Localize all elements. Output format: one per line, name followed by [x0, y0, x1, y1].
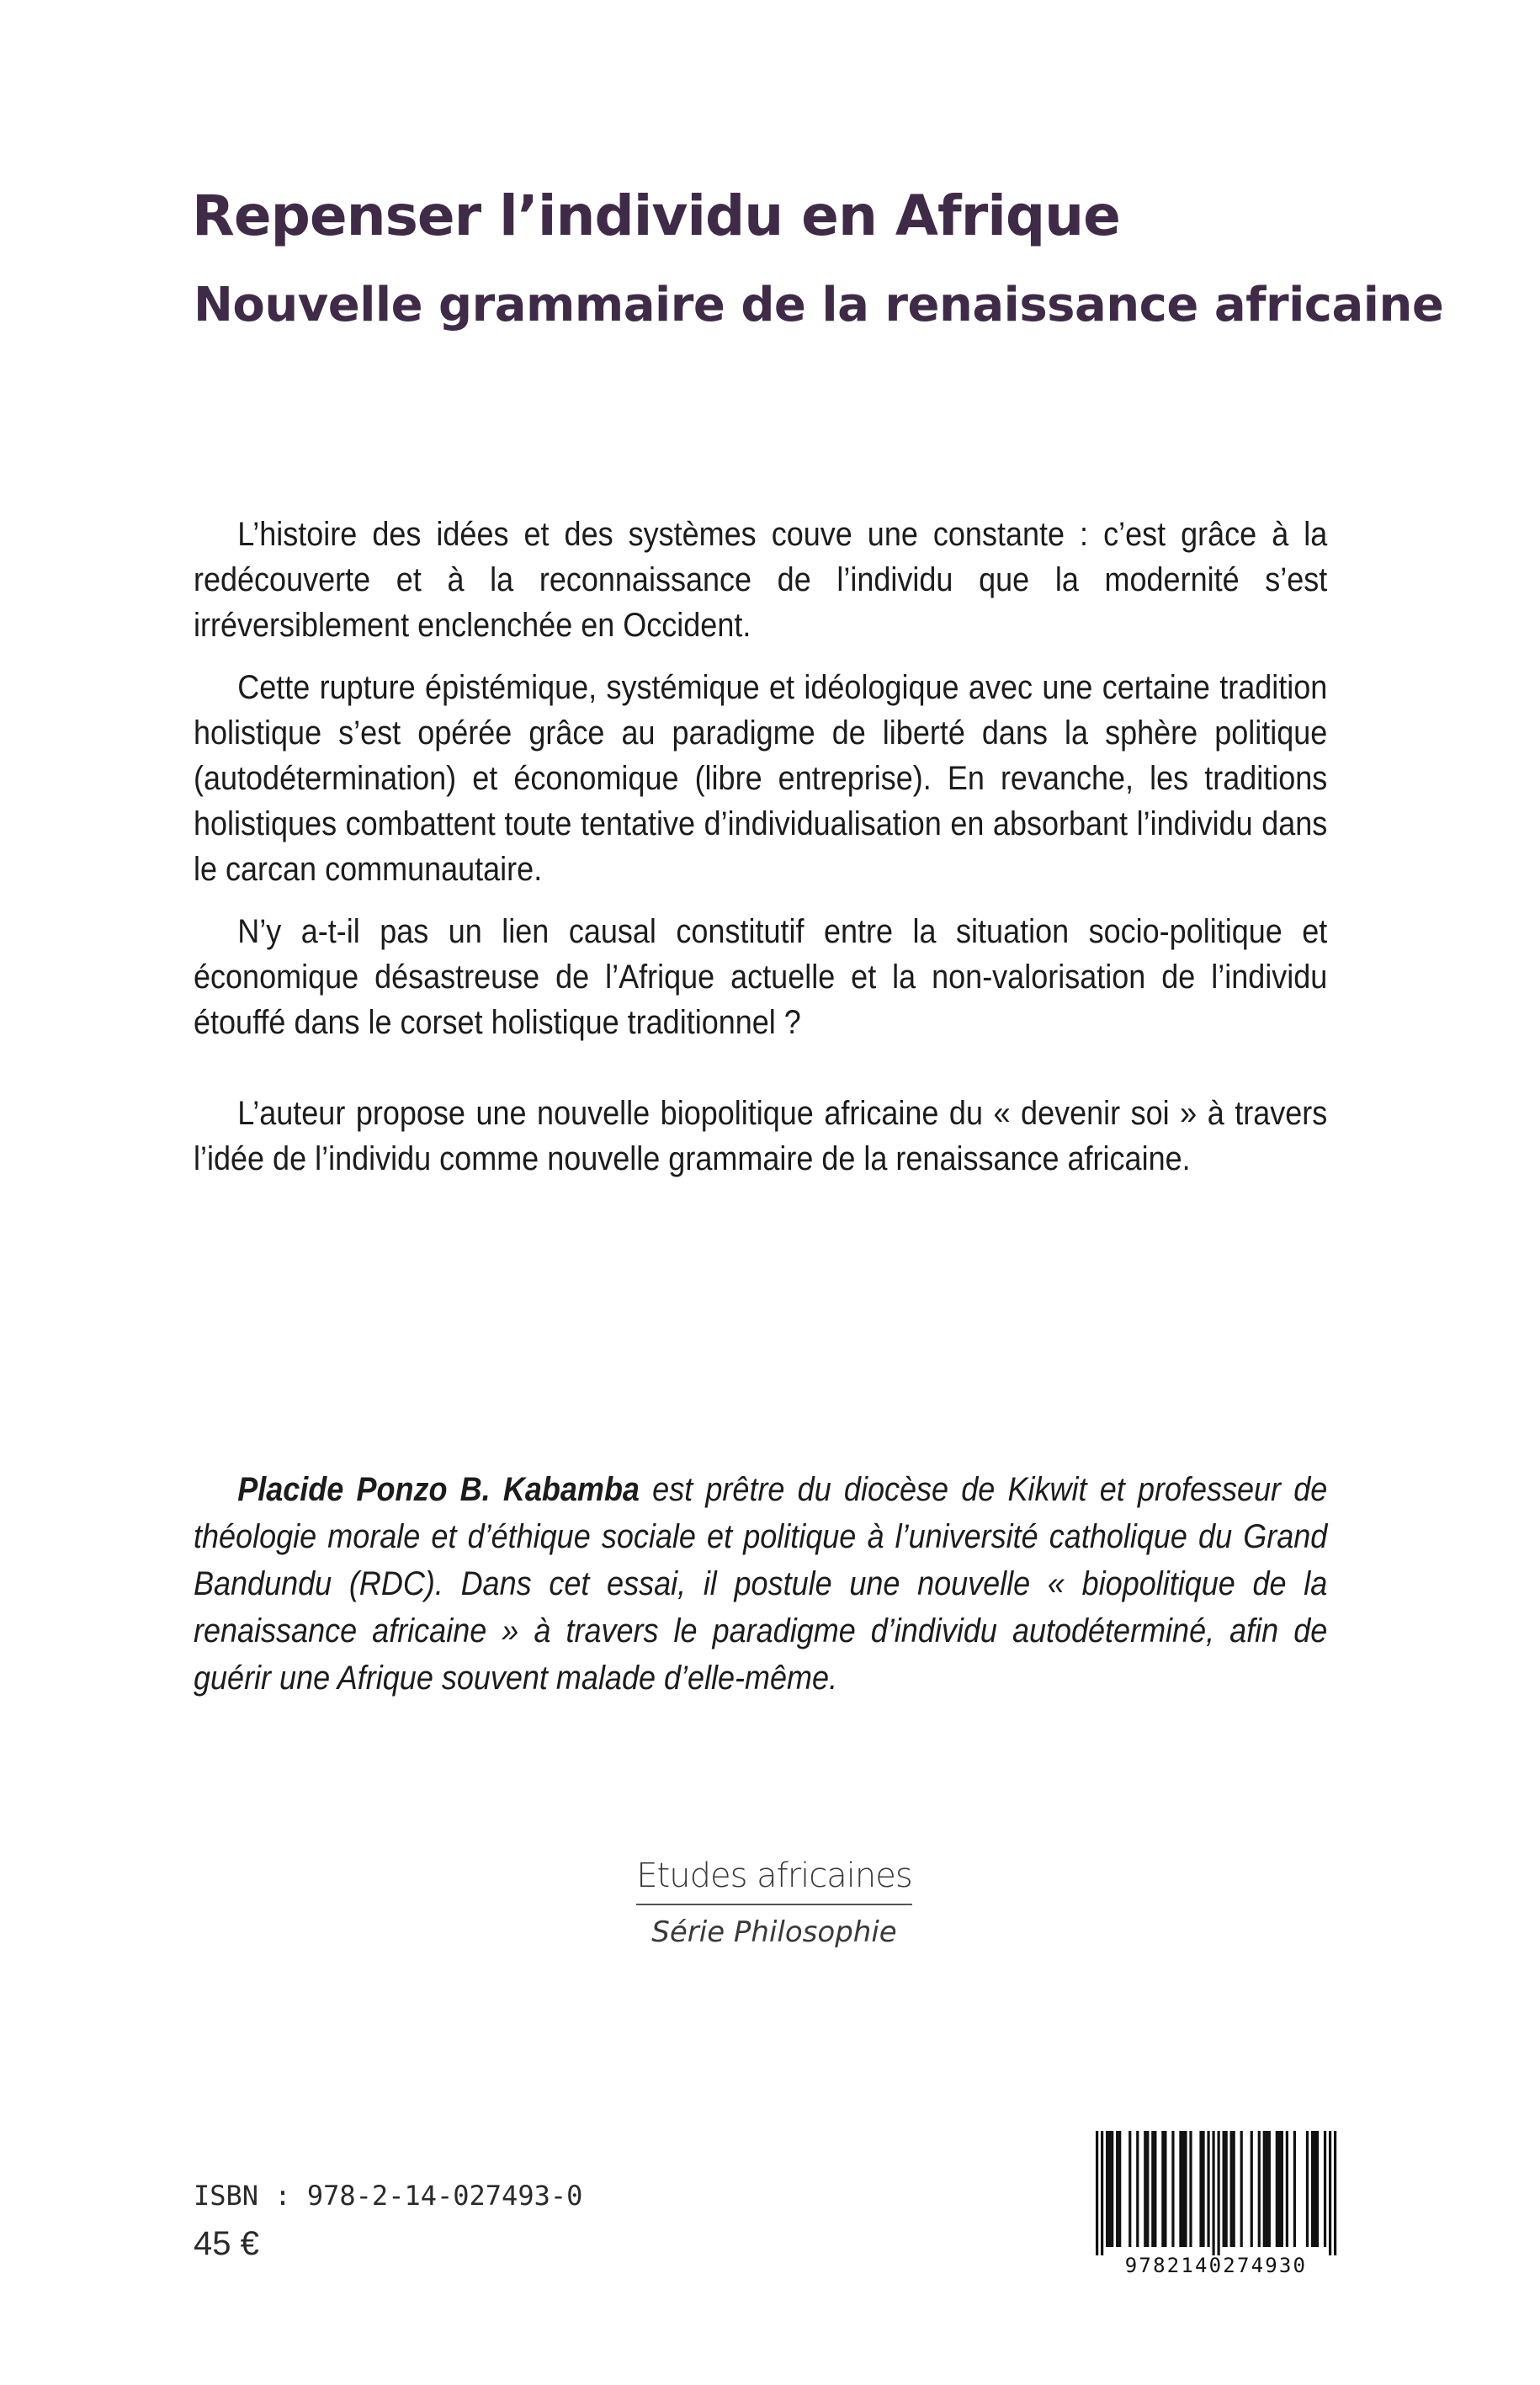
barcode-bar — [1281, 2131, 1283, 2247]
barcode-bar — [1329, 2131, 1331, 2255]
barcode-bar — [1118, 2131, 1121, 2247]
barcode-bar — [1266, 2131, 1268, 2247]
author-bio-text: est prêtre du diocèse de Kikwit et professeur de théologie morale et d’éthique sociale et politique à l’université catholique du Grand Bandundu (RDC). Dans cet essai, il postule une nouvelle « biopolitique de la renaissance africaine » à travers le paradigme d’individu autodéterminé, afin de guérir une Afrique souvent malade d’elle-même. — [194, 1471, 1328, 1697]
price: 45 € — [194, 2225, 259, 2262]
barcode-bar — [1240, 2131, 1243, 2247]
barcode-digits: 9782140274930 — [1124, 2254, 1308, 2277]
barcode-bar — [1116, 2131, 1118, 2247]
barcode-bar — [1111, 2131, 1113, 2247]
book-subtitle: Nouvelle grammaire de la renaissance africaine — [194, 278, 1444, 332]
series-name: Etudes africaines — [636, 1856, 911, 1905]
barcode-bar — [1199, 2131, 1202, 2247]
barcode-bar — [1146, 2131, 1149, 2247]
barcode-bar — [1263, 2131, 1266, 2247]
barcode-bar — [1108, 2131, 1111, 2247]
barcode-bar — [1171, 2131, 1174, 2247]
barcode-bar — [1161, 2131, 1164, 2247]
barcode-bar — [1278, 2131, 1281, 2247]
blurb-paragraph-3: N’y a-t-il pas un lien causal constitutif entre la situation socio-politique et économique désastreuse de l’Afrique actuelle et la non-valorisation de l’individu étouffé dans le corset holistique traditionnel ? — [194, 913, 1328, 1041]
barcode-bar — [1128, 2131, 1131, 2247]
barcode-bar — [1189, 2131, 1192, 2247]
barcode-bar — [1314, 2131, 1316, 2247]
barcode-bar — [1212, 2131, 1214, 2255]
series-subseries: Série Philosophie — [651, 1915, 897, 1949]
barcode-bar — [1316, 2131, 1319, 2247]
barcode-bar — [1230, 2131, 1233, 2247]
barcode-bar — [1223, 2131, 1225, 2247]
series-block — [505, 1856, 1043, 1949]
barcode-bar — [1276, 2131, 1278, 2247]
barcode-bar — [1101, 2131, 1103, 2255]
blurb-paragraph-2: Cette rupture épistémique, systémique et idéologique avec une certaine tradition holistique s’est opérée grâce au paradigme de liberté dans la sphère politique (autodétermination) et économique (libre entreprise). En revanche, les traditions holistiques combattent toute tentative d’individualisation en absorbant l’individu dans le carcan communautaire. — [194, 669, 1328, 888]
barcode-bar — [1311, 2131, 1314, 2247]
barcode-bar — [1218, 2131, 1220, 2255]
barcode-bar — [1225, 2131, 1228, 2247]
barcode-bar — [1268, 2131, 1271, 2247]
barcode-bars — [1086, 2131, 1346, 2255]
barcode-bar — [1184, 2131, 1187, 2247]
barcode-bar — [1286, 2131, 1288, 2247]
barcode-bar — [1293, 2131, 1296, 2247]
isbn: ISBN : 978-2-14-027493-0 — [194, 2180, 583, 2212]
barcode-bar — [1136, 2131, 1139, 2247]
barcode — [1086, 2131, 1346, 2281]
barcode-bar — [1207, 2131, 1209, 2247]
barcode-bar — [1144, 2131, 1146, 2247]
author-name: Placide Ponzo B. Kabamba — [237, 1471, 640, 1508]
barcode-bar — [1202, 2131, 1204, 2247]
barcode-bar — [1306, 2131, 1309, 2247]
barcode-bar — [1154, 2131, 1156, 2247]
barcode-bar — [1164, 2131, 1166, 2247]
blurb-paragraph-1: L’histoire des idées et des systèmes couve une constante : c’est grâce à la redécouverte et à la reconnaissance de l’individu que la modernité s’est irréversiblement enclenchée en Occident. — [194, 516, 1328, 644]
blurb-paragraph-4: L’auteur propose une nouvelle biopolitique africaine du « devenir soi » à travers l’idée de l’individu comme nouvelle grammaire de la renaissance africaine. — [194, 1095, 1328, 1177]
barcode-bar — [1258, 2131, 1261, 2247]
author-bio — [194, 1466, 1327, 1702]
barcode-bar — [1324, 2131, 1326, 2247]
barcode-bar — [1179, 2131, 1182, 2247]
barcode-bar — [1182, 2131, 1184, 2247]
barcode-bar — [1106, 2131, 1108, 2247]
barcode-bar — [1334, 2131, 1336, 2255]
barcode-bar — [1233, 2131, 1235, 2247]
barcode-bar — [1096, 2131, 1098, 2255]
book-title: Repenser l’individu en Afrique — [192, 183, 1120, 248]
barcode-bar — [1251, 2131, 1253, 2247]
barcode-bar — [1151, 2131, 1154, 2247]
